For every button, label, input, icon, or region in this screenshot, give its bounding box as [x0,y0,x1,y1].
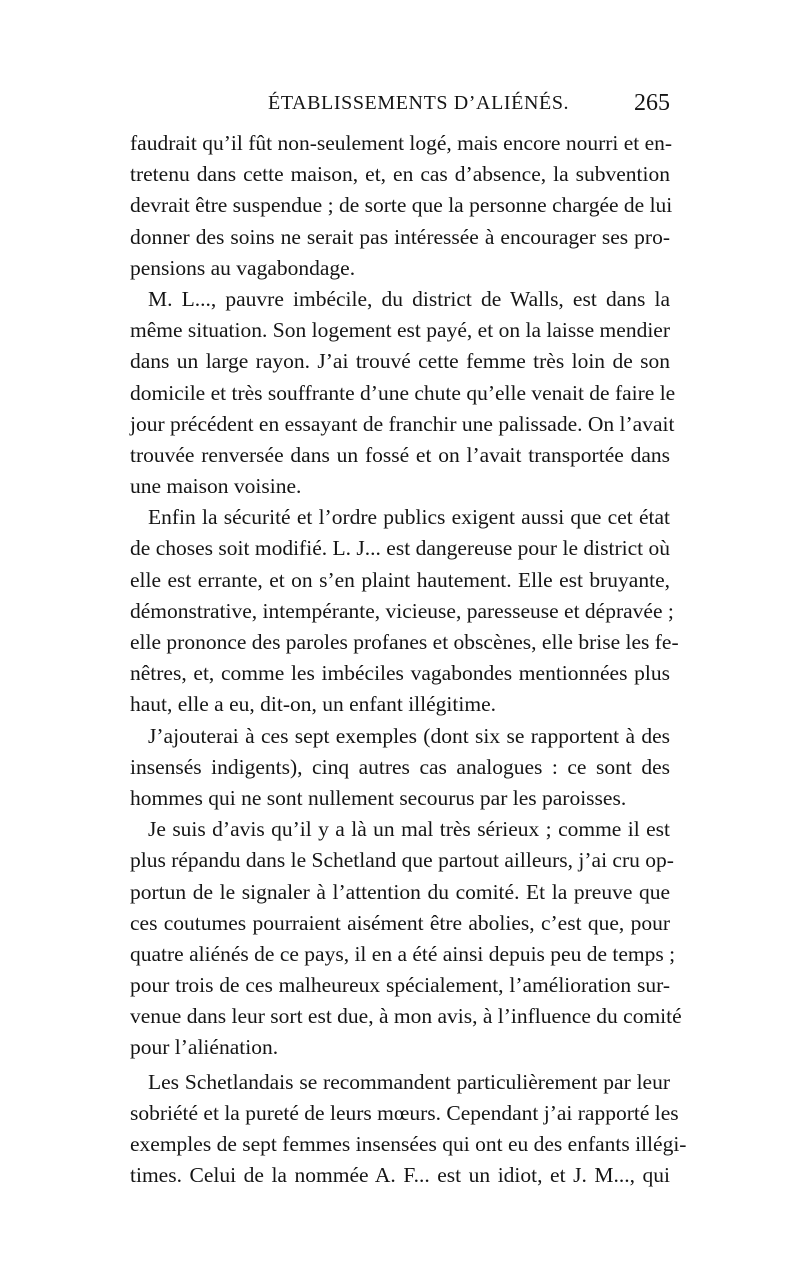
text-line: M. L..., pauvre imbécile, du district de Walls, est dans la [148,286,670,311]
text-line: une maison voisine. [130,474,302,499]
running-title: ÉTABLISSEMENTS D’ALIÉNÉS. [268,92,570,114]
text-line: Enfin la sécurité et l’ordre publics exigent aussi que cet état [148,505,670,530]
text-line: trouvée renversée dans un fossé et on l’avait transportée dans [130,442,670,467]
text-line: donner des soins ne serait pas intéressée à encourager ses pro- [130,224,670,249]
paragraph [130,502,679,720]
text-line: portun de le signaler à l’attention du comité. Et la preuve que [130,879,670,904]
text-line: pour trois de ces malheureux spécialement, l’amélioration sur- [130,973,670,998]
text-line: tretenu dans cette maison, et, en cas d’absence, la subvention [130,162,670,187]
text-line: haut, elle a eu, dit-on, un enfant illégitime. [130,692,496,717]
page-number: 265 [634,90,670,116]
text-line: times. Celui de la nommée A. F... est un idiot, et J. M..., qui [130,1163,670,1188]
text-line: insensés indigents), cinq autres cas analogues : ce sont des [130,754,670,779]
body-text [130,128,687,1191]
text-line: exemples de sept femmes insensées qui ont eu des enfants illégi- [130,1132,687,1156]
text-line: plus répandu dans le Schetland que partout ailleurs, j’ai cru op- [130,848,674,873]
text-line: démonstrative, intempérante, vicieuse, paresseuse et dépravée ; [130,598,674,623]
text-line: ces coutumes pourraient aisément être abolies, c’est que, pour [130,910,670,935]
paragraph [130,721,670,815]
text-line: domicile et très souffrante d’une chute qu’elle venait de faire le [130,380,676,405]
paragraph [130,128,673,284]
paragraph [130,1067,687,1192]
paragraph [130,814,682,1064]
text-line: de choses soit modifié. L. J... est dangereuse pour le district où [130,536,670,561]
text-line: elle est errante, et on s’en plaint hautement. Elle est bruyante, [130,567,670,592]
text-line: même situation. Son logement est payé, et on la laisse mendier [130,318,670,343]
text-line: venue dans leur sort est due, à mon avis, à l’influence du comité [130,1004,682,1029]
text-line: Les Schetlandais se recommandent particulièrement par leur [148,1069,670,1094]
text-line: devrait être suspendue ; de sorte que la personne chargée de lui [130,193,673,218]
text-line: J’ajouterai à ces sept exemples (dont six se rapportent à des [148,723,670,748]
text-line: hommes qui ne sont nullement secourus par les paroisses. [130,785,627,810]
text-line: dans un large rayon. J’ai trouvé cette femme très loin de son [130,349,670,374]
text-line: elle prononce des paroles profanes et obscènes, elle brise les fe- [130,630,679,654]
text-line: pour l’aliénation. [130,1035,279,1060]
text-line: jour précédent en essayant de franchir une palissade. On l’avait [130,411,675,436]
running-head [130,92,670,122]
text-line: sobriété et la pureté de leurs mœurs. Cependant j’ai rapporté les [130,1100,679,1125]
text-line: faudrait qu’il fût non-seulement logé, mais encore nourri et en- [130,131,673,155]
text-line: nêtres, et, comme les imbéciles vagabondes mentionnées plus [130,661,670,686]
text-line: Je suis d’avis qu’il y a là un mal très sérieux ; comme il est [148,817,670,842]
text-line: quatre aliénés de ce pays, il en a été ainsi depuis peu de temps ; [130,941,676,966]
text-line: pensions au vagabondage. [130,255,356,280]
paragraph [130,284,676,502]
